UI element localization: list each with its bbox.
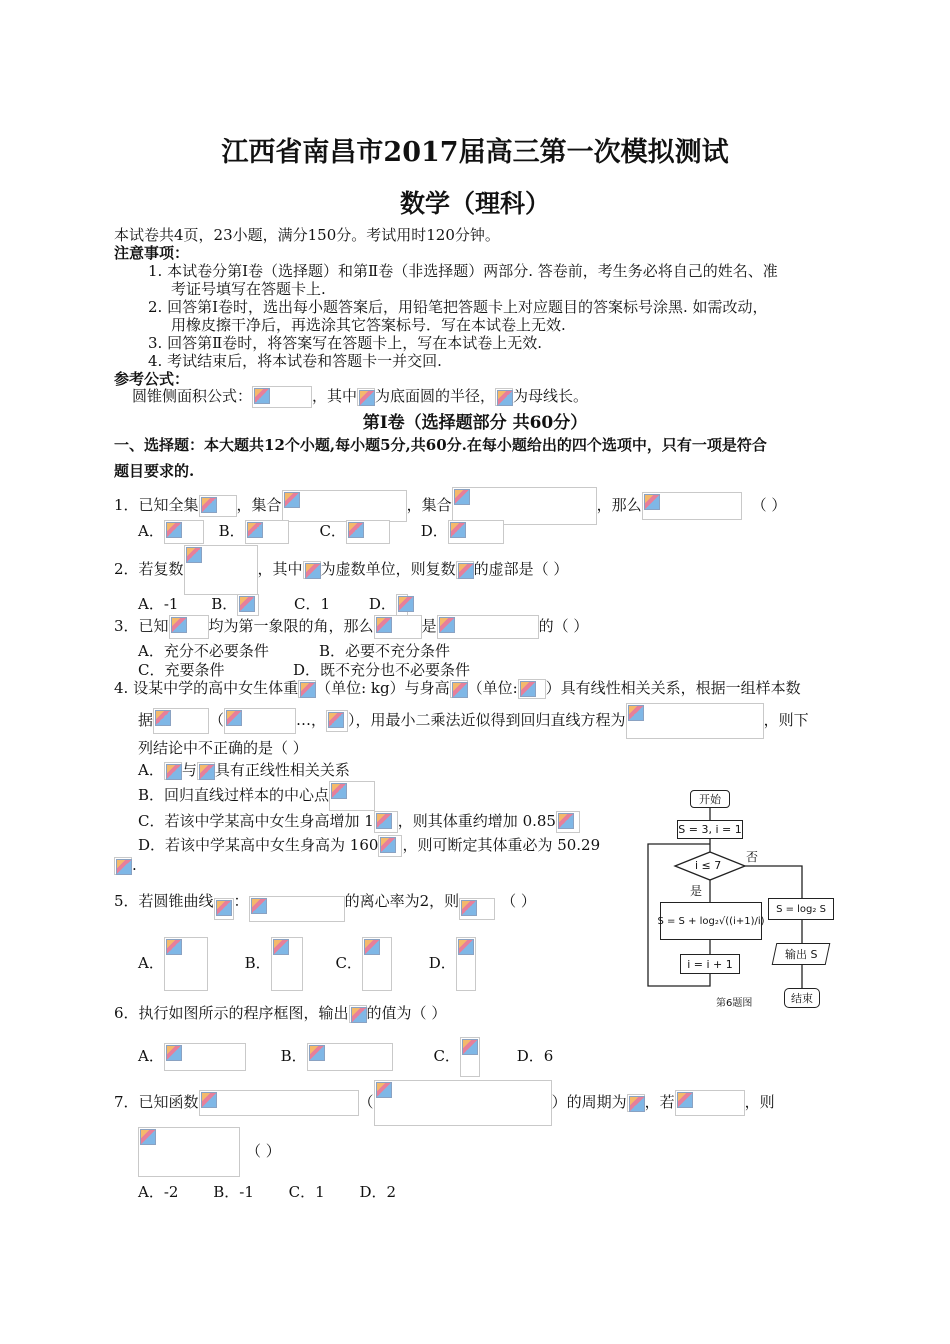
math-image: [329, 781, 375, 811]
text-fragment: 4. 设某中学的高中女生体重: [114, 679, 299, 697]
flowchart-cond: i ≤ 7: [695, 859, 722, 872]
text-fragment: ，那么: [596, 496, 642, 514]
q1-options: [138, 520, 504, 544]
math-image: [349, 1005, 367, 1023]
flowchart-update: S = S + log₂√((i+1)/i): [660, 902, 762, 940]
text-fragment: C．: [319, 522, 346, 540]
q7-expr: [138, 1127, 281, 1177]
question-4-line2: [138, 703, 809, 739]
math-image: [437, 615, 539, 639]
math-image: [627, 1094, 645, 1112]
flowchart-inc: i = i + 1: [680, 954, 740, 974]
text-fragment: 为底面圆的半径，: [375, 387, 496, 405]
math-image: [450, 680, 468, 698]
text-fragment: ，若: [644, 1093, 675, 1111]
text-fragment: ，集合: [406, 496, 452, 514]
text-fragment: ，则下: [763, 711, 809, 729]
text-fragment: A．: [138, 761, 164, 779]
math-image: [164, 937, 208, 991]
notice-2b: 用橡皮擦干净后，再选涂其它答案标号．写在本试卷上无效.: [171, 316, 566, 334]
text-fragment: B．-1: [213, 1183, 254, 1201]
text-fragment: ）具有线性相关关系，根据一组样本数: [545, 679, 801, 697]
text-fragment: （ ）: [751, 496, 787, 514]
question-3: [114, 615, 588, 639]
math-image: [271, 937, 303, 991]
q4-option-d-tail: [114, 856, 137, 875]
text-fragment: （: [358, 1093, 374, 1111]
math-image: [164, 520, 204, 544]
flowchart-result: S = log₂ S: [768, 898, 834, 920]
text-fragment: 的离心率为2，则: [344, 892, 460, 910]
formula-r-image: [357, 388, 375, 406]
notice-heading: 注意事项：: [114, 244, 190, 262]
text-fragment: ，则: [744, 1093, 775, 1111]
math-image: [556, 811, 580, 833]
question-4-line1: [114, 677, 801, 699]
q5-options: [138, 937, 476, 991]
math-image: [169, 615, 209, 639]
text-fragment: 为母线长。: [513, 387, 589, 405]
flowchart-no: 否: [746, 850, 759, 864]
text-fragment: ，其中: [312, 387, 358, 405]
q4-option-c: [138, 810, 580, 833]
flowchart-init: S = 3, i = 1: [677, 820, 743, 839]
math-image: [303, 561, 321, 579]
text-fragment: 是: [421, 617, 437, 635]
text-fragment: 的值为（ ）: [366, 1004, 447, 1022]
math-image: [346, 520, 390, 544]
math-image: [378, 835, 402, 857]
text-fragment: 的（ ）: [538, 617, 589, 635]
text-fragment: ，其中: [257, 560, 303, 578]
text-fragment: ，则其体重约增加 0.85: [397, 812, 556, 830]
text-fragment: （单位: kg）与身高: [316, 679, 450, 697]
part1-heading: 第Ⅰ卷（选择题部分 共60分）: [362, 413, 588, 433]
question-7: [114, 1080, 775, 1126]
math-image: [245, 520, 289, 544]
intro-text: 本试卷共4页，23小题，满分150分。考试用时120分钟。: [114, 226, 500, 244]
text-fragment: 2．若复数: [114, 560, 184, 578]
q4-option-a: [138, 759, 350, 780]
text-fragment: B．: [244, 954, 271, 972]
math-image: [307, 1043, 393, 1071]
text-fragment: A．-2: [138, 1183, 179, 1201]
notice-1: 1. 本试卷分第Ⅰ卷（选择题）和第Ⅱ卷（非选择题）两部分. 答卷前，考生务必将自己的姓名、准: [148, 262, 778, 280]
math-image: [214, 898, 234, 920]
formula-line: [132, 385, 588, 408]
text-fragment: D．: [368, 595, 396, 613]
math-image: [298, 680, 316, 698]
math-image: [197, 762, 215, 780]
q3-option-a: A．充分不必要条件: [138, 642, 269, 660]
flowchart-caption: 第6题图: [716, 998, 753, 1009]
formula-heading: 参考公式：: [114, 370, 190, 388]
flowchart-yes: 是: [690, 884, 703, 898]
math-image: [153, 708, 209, 734]
question-2: [114, 545, 568, 595]
formula-l-image: [495, 388, 513, 406]
text-fragment: 3．已知: [114, 617, 169, 635]
q3-option-b: B．必要不充分条件: [319, 642, 451, 660]
math-image: [374, 811, 398, 833]
exam-title: 江西省南昌市2017届高三第一次模拟测试: [221, 137, 729, 168]
section1-line2: 题目要求的.: [114, 462, 195, 480]
notice-1b: 考证号填写在答题卡上.: [171, 280, 326, 298]
text-fragment: D．2: [359, 1183, 397, 1201]
text-fragment: 均为第一象限的角，那么: [208, 617, 374, 635]
math-image: [237, 594, 259, 616]
q4-option-d: [138, 834, 600, 857]
q1-expr-image: [642, 492, 742, 520]
text-fragment: .: [132, 856, 137, 874]
text-fragment: D．6: [516, 1047, 554, 1065]
text-fragment: 的虚部是（ ）: [473, 560, 569, 578]
formula-image: [252, 386, 312, 408]
math-image: [138, 1127, 240, 1177]
math-image: [362, 937, 392, 991]
math-image: [224, 708, 296, 734]
text-fragment: B．: [211, 595, 238, 613]
q1-u-image: [199, 495, 237, 517]
text-fragment: C．1: [294, 595, 331, 613]
math-image: [199, 1090, 359, 1116]
text-fragment: C．: [433, 1047, 460, 1065]
math-image: [448, 520, 504, 544]
math-image: [518, 679, 546, 699]
q3-option-d: D．既不充分也不必要条件: [293, 661, 471, 679]
text-fragment: （ ）: [501, 892, 536, 910]
text-fragment: B．: [218, 522, 245, 540]
flowchart-end: 结束: [784, 988, 820, 1008]
math-image: [456, 937, 476, 991]
text-fragment: B．: [280, 1047, 307, 1065]
math-image: [456, 561, 474, 579]
text-fragment: 6．执行如图所示的程序框图，输出: [114, 1004, 349, 1022]
notice-4: 4. 考试结束后，将本试卷和答题卡一并交回.: [148, 352, 442, 370]
math-image: [326, 710, 348, 732]
text-fragment: ，则可断定其体重必为 50.29: [402, 836, 601, 854]
text-fragment: D．: [428, 954, 456, 972]
text-fragment: 与: [181, 761, 197, 779]
text-fragment: （: [209, 711, 225, 729]
math-image: [164, 1043, 246, 1071]
q4-option-b: [138, 781, 375, 811]
text-fragment: 5．若圆锥曲线: [114, 892, 214, 910]
text-fragment: （ ）: [246, 1142, 281, 1160]
text-fragment: B．回归直线过样本的中心点: [138, 786, 330, 804]
text-fragment: A．: [138, 522, 164, 540]
notice-3: 3. 回答第Ⅱ卷时，将答案写在答题卡上，写在本试卷上无效.: [148, 334, 543, 352]
flowchart-output: [772, 943, 831, 965]
math-image: [249, 896, 345, 922]
math-image: [164, 762, 182, 780]
flowchart-start: 开始: [690, 790, 730, 808]
text-fragment: ），用最小二乘法近似得到回归直线方程为: [348, 711, 626, 729]
text-fragment: C．: [335, 954, 362, 972]
text-fragment: A．: [138, 954, 164, 972]
text-fragment: 7．已知函数: [114, 1093, 199, 1111]
text-fragment: C．1: [288, 1183, 325, 1201]
q1-a-image: [282, 490, 407, 522]
text-fragment: 为虚数单位，则复数: [320, 560, 456, 578]
math-image: [459, 898, 495, 920]
text-fragment: 圆锥侧面积公式：: [132, 387, 253, 405]
math-image: [460, 1037, 480, 1077]
notice-2: 2. 回答第Ⅰ卷时，选出每小题答案后，用铅笔把答题卡上对应题目的答案标号涂黑. 如需改动，: [148, 298, 768, 316]
math-image: [374, 1080, 552, 1126]
text-fragment: D．: [420, 522, 448, 540]
q7-options: [138, 1181, 396, 1202]
text-fragment: A．-1: [138, 595, 179, 613]
q6-options: [138, 1037, 553, 1077]
text-fragment: （单位:: [467, 679, 518, 697]
q2-options: [138, 593, 408, 616]
text-fragment: C．若该中学某高中女生身高增加 1: [138, 812, 374, 830]
math-image: [675, 1090, 745, 1116]
text-fragment: 输出 S: [784, 948, 818, 961]
text-fragment: 据: [138, 711, 154, 729]
text-fragment: …，: [296, 711, 327, 729]
q2-z-image: [184, 545, 258, 595]
exam-subtitle: 数学（理科）: [399, 189, 550, 218]
section1-line1: 一、选择题：本大题共12个小题,每小题5分,共60分.在每小题给出的四个选项中，只有一项是符合: [114, 436, 767, 454]
math-image: [374, 615, 422, 639]
text-fragment: ，集合: [236, 496, 282, 514]
text-fragment: ）的周期为: [551, 1093, 627, 1111]
question-6: [114, 1002, 446, 1023]
question-5: [114, 882, 536, 922]
math-image: [114, 857, 132, 875]
text-fragment: 具有正线性相关关系: [214, 761, 350, 779]
text-fragment: D．若该中学某高中女生身高为 160: [138, 836, 379, 854]
text-fragment: A．: [138, 1047, 164, 1065]
q3-option-c: C．充要条件: [138, 661, 225, 679]
flowchart: [640, 780, 826, 1020]
text-fragment: 1．已知全集: [114, 496, 199, 514]
question-4-line3: 列结论中不正确的是（ ）: [138, 739, 308, 757]
math-image: [626, 703, 764, 739]
text-fragment: ：: [233, 892, 249, 910]
math-image: [396, 594, 408, 616]
